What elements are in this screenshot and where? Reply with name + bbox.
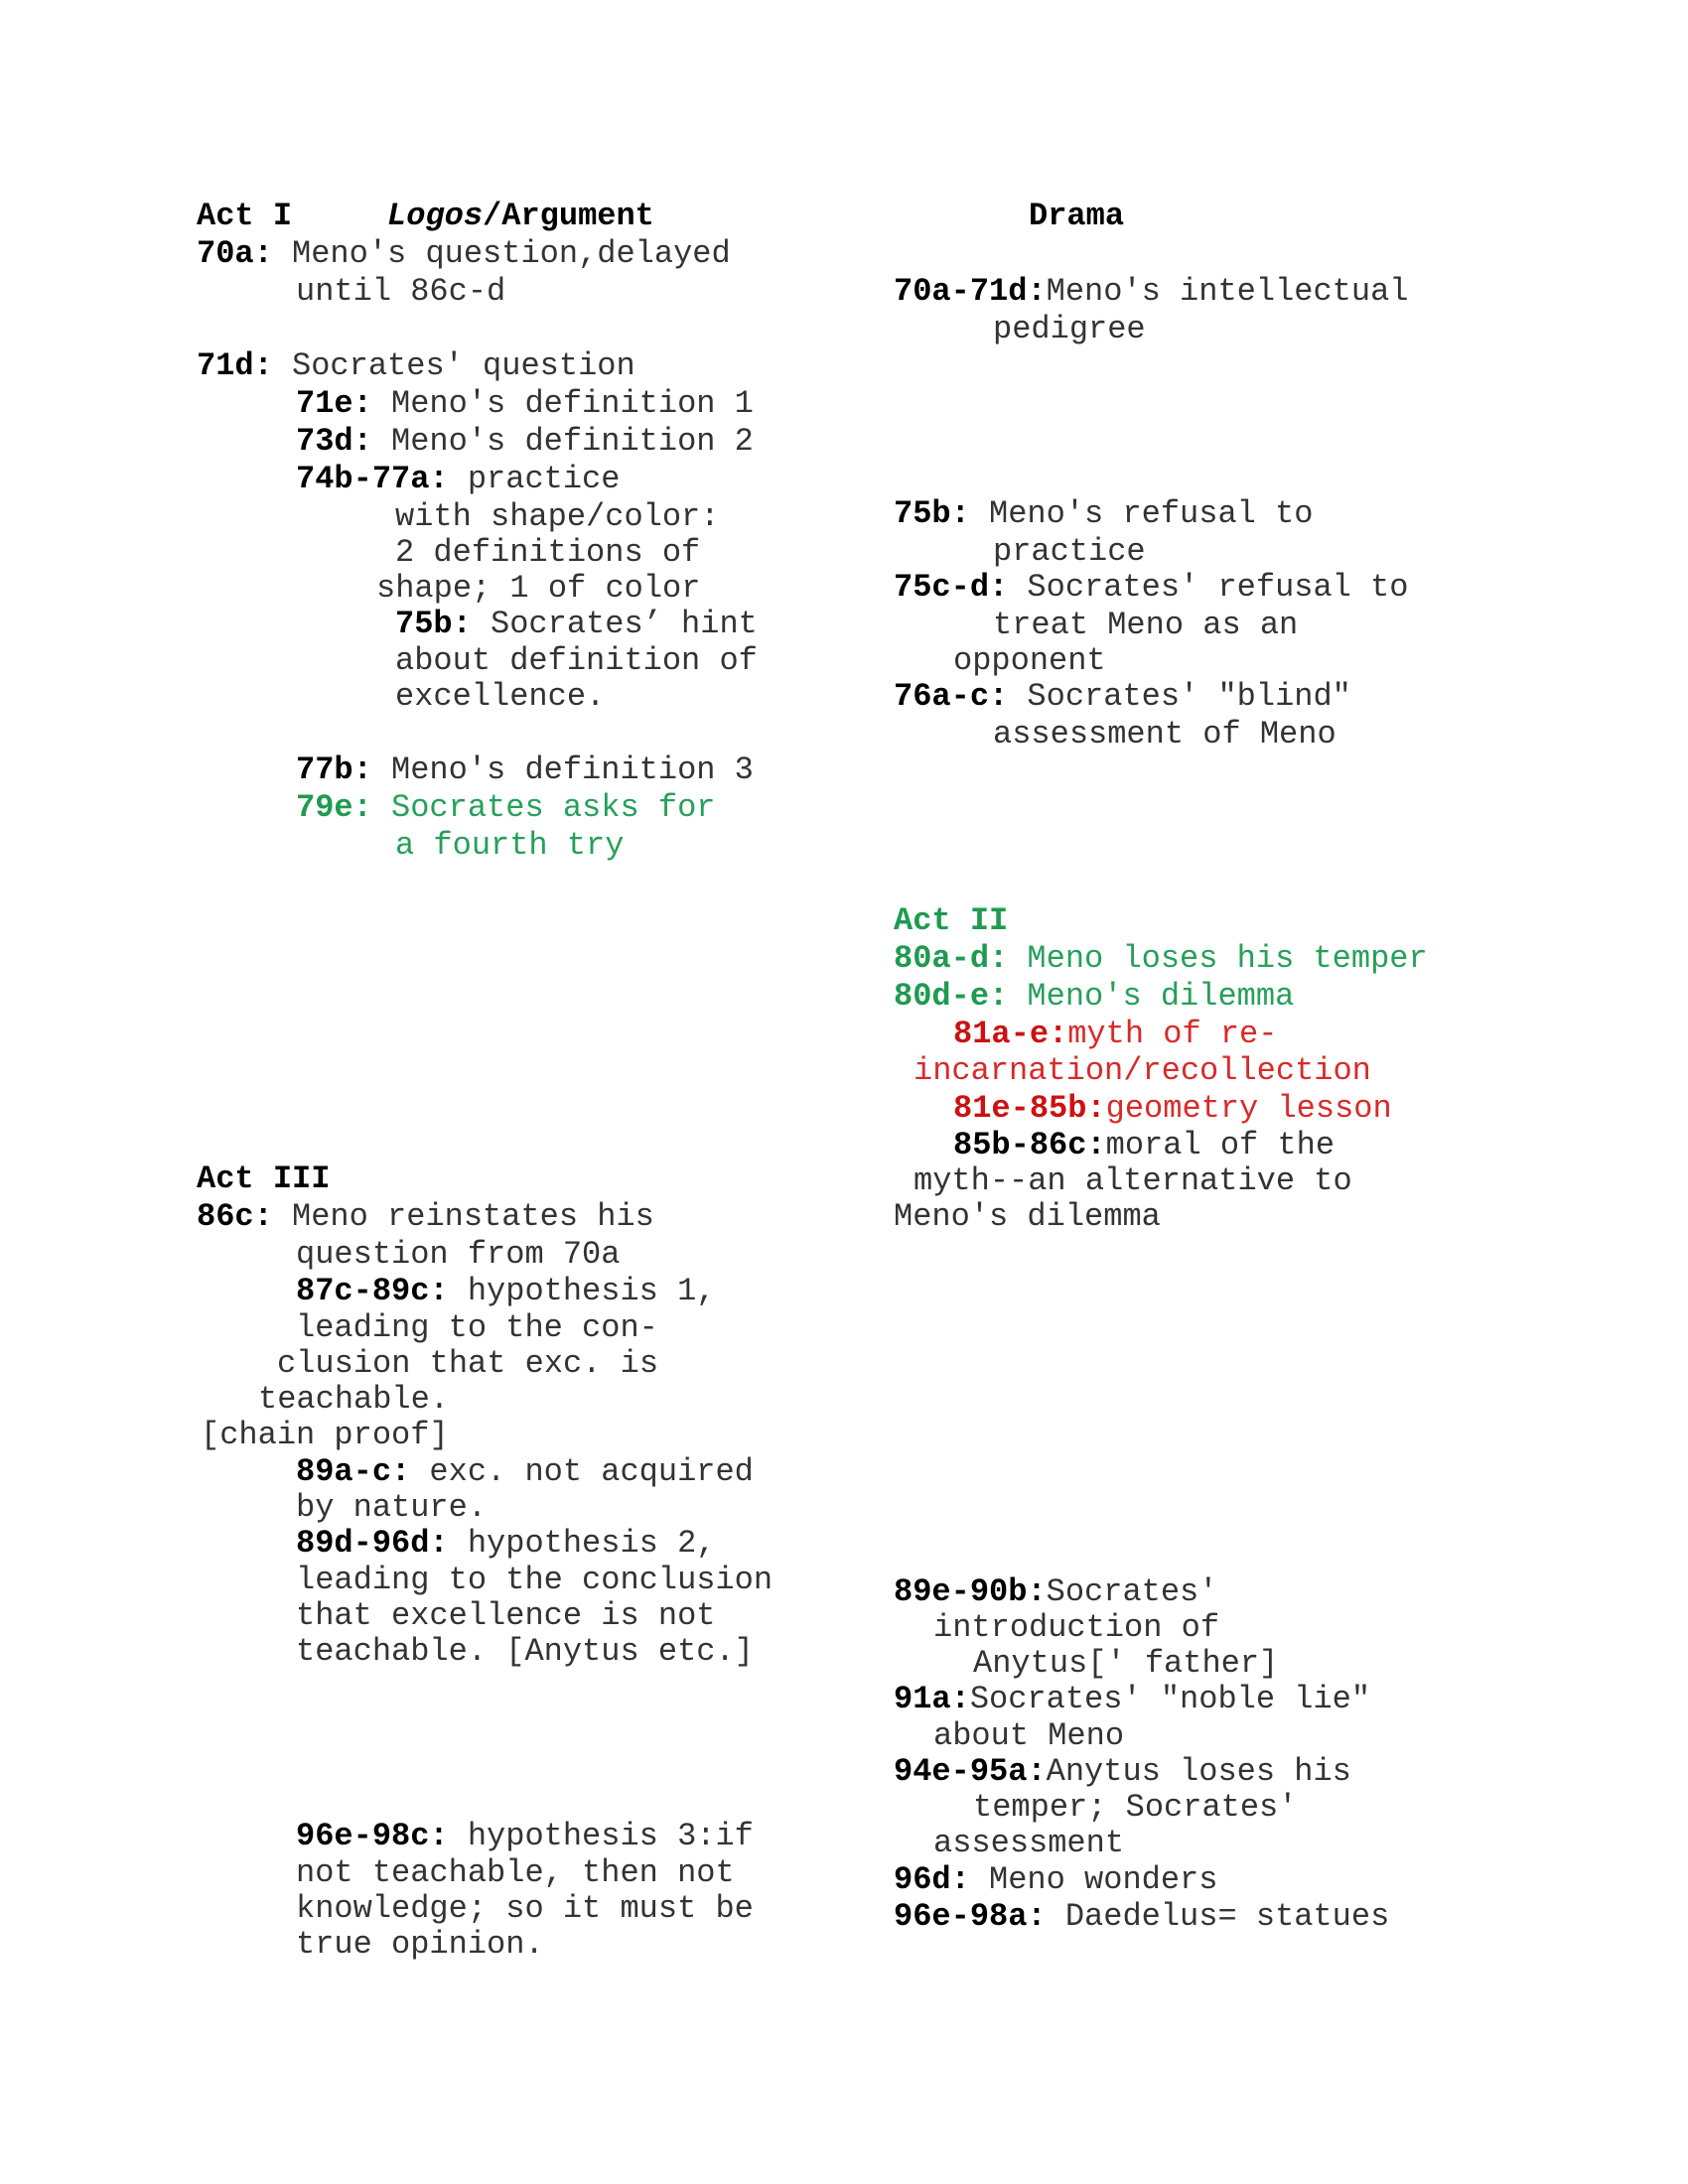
text-75c-3: opponent: [953, 642, 1106, 679]
text-91a-2: about Meno: [933, 1717, 1125, 1754]
text-80d: Meno's dilemma: [1027, 978, 1295, 1015]
text-79e-2: a fourth try: [395, 827, 625, 864]
entry-79e: [296, 790, 715, 826]
text-71e: Meno's definition 1: [391, 385, 754, 422]
chain-proof: [chain proof]: [201, 1417, 449, 1453]
text-75b-left-1: Socrates’ hint: [491, 606, 758, 642]
entry-89e: [894, 1574, 1217, 1610]
entry-94e: [894, 1754, 1351, 1790]
text-74b-3: 2 definitions of: [395, 534, 701, 571]
ref-81e: 81e-85b:: [953, 1090, 1106, 1127]
text-86c-1: Meno reinstates his: [292, 1198, 654, 1235]
ref-96e-left: 96e-98c:: [296, 1818, 449, 1854]
text-86c-2: question from 70a: [296, 1236, 621, 1273]
entry-81a: [953, 1017, 1277, 1052]
text-89e-1: Socrates': [1046, 1573, 1218, 1610]
entry-74b: [296, 462, 620, 497]
entry-87c: [296, 1274, 715, 1309]
ref-73d: 73d:: [296, 423, 372, 460]
drama-heading: Drama: [1029, 198, 1125, 234]
text-75c-1: Socrates' refusal to: [1027, 569, 1409, 606]
text-75b-left-3: excellence.: [395, 678, 606, 715]
text-94e-2: temper; Socrates': [973, 1789, 1298, 1826]
text-94e-3: assessment: [933, 1825, 1125, 1861]
text-76a-1: Socrates' "blind": [1027, 678, 1351, 715]
text-75b-right-1: Meno's refusal to: [989, 495, 1314, 532]
entry-71d: [197, 348, 635, 384]
text-74b-2: with shape/color:: [395, 498, 720, 535]
ref-75c: 75c-d:: [894, 569, 1009, 606]
text-89d-3: that excellence is not: [296, 1597, 716, 1634]
ref-79e: 79e:: [296, 789, 372, 826]
ref-80d: 80d-e:: [894, 978, 1009, 1015]
text-87c-2: leading to the con-: [296, 1309, 658, 1346]
entry-70a: [197, 236, 731, 272]
entry-96d: [894, 1862, 1217, 1898]
ref-89a: 89a-c:: [296, 1453, 411, 1490]
header-row: [197, 199, 654, 234]
ref-89d: 89d-96d:: [296, 1525, 449, 1562]
entry-80a: [894, 941, 1428, 977]
entry-75c: [894, 570, 1408, 606]
text-89e-3: Anytus[' father]: [973, 1645, 1279, 1682]
text-89e-2: introduction of: [933, 1609, 1220, 1646]
ref-80a: 80a-d:: [894, 940, 1009, 977]
text-73d: Meno's definition 2: [391, 423, 754, 460]
act2-heading: Act II: [894, 902, 1009, 939]
text-89d-4: teachable. [Anytus etc.]: [296, 1633, 754, 1670]
entry-80d: [894, 979, 1294, 1015]
ref-89e: 89e-90b:: [894, 1573, 1047, 1610]
text-81e: geometry lesson: [1105, 1090, 1392, 1127]
text-75b-left-2: about definition of: [395, 642, 758, 679]
ref-77b: 77b:: [296, 751, 372, 788]
text-96e-left-3: knowledge; so it must be: [296, 1890, 754, 1927]
ref-75b-left: 75b:: [395, 606, 472, 642]
text-76a-2: assessment of Meno: [993, 716, 1336, 752]
text-70a-1: Meno's question,delayed: [292, 235, 731, 272]
ref-75b-right: 75b:: [894, 495, 970, 532]
entry-81e: [953, 1091, 1392, 1127]
text-81a-1: myth of re-: [1067, 1016, 1278, 1052]
text-79e-1: Socrates asks for: [391, 789, 716, 826]
ref-74b: 74b-77a:: [296, 461, 449, 497]
act3-heading: Act III: [197, 1160, 331, 1197]
argument-heading: /Argument: [483, 198, 654, 234]
ref-71d: 71d:: [197, 347, 273, 384]
text-96e-left-2: not teachable, then not: [296, 1854, 735, 1891]
ref-94e: 94e-95a:: [894, 1753, 1047, 1790]
text-87c-3: clusion that exc. is: [277, 1345, 659, 1382]
ref-70a-71d: 70a-71d:: [894, 273, 1047, 310]
text-81a-2: incarnation/recollection: [914, 1052, 1371, 1089]
entry-86c: [197, 1199, 654, 1235]
entry-73d: [296, 424, 754, 460]
ref-86c: 86c:: [197, 1198, 273, 1235]
entry-70a-71d: [894, 274, 1408, 310]
text-70a-2: until 86c-d: [296, 273, 506, 310]
text-77b: Meno's definition 3: [391, 751, 754, 788]
text-70a-71d-1: Meno's intellectual: [1046, 273, 1409, 310]
text-89a-1: exc. not acquired: [429, 1453, 754, 1490]
text-96e-right: Daedelus= statues: [1064, 1898, 1390, 1935]
text-85b-2: myth--an alternative to: [914, 1162, 1352, 1199]
text-96e-left-1: hypothesis 3:if: [467, 1818, 754, 1854]
text-80a: Meno loses his temper: [1027, 940, 1428, 977]
ref-85b: 85b-86c:: [953, 1127, 1106, 1163]
entry-89a: [296, 1454, 754, 1490]
entry-85b: [953, 1128, 1335, 1163]
entry-71e: [296, 386, 754, 422]
ref-70a: 70a:: [197, 235, 273, 272]
act1-heading: Act I: [197, 198, 293, 234]
text-94e-1: Anytus loses his: [1046, 1753, 1351, 1790]
text-87c-1: hypothesis 1,: [467, 1273, 716, 1309]
text-91a-1: Socrates' "noble lie": [969, 1681, 1371, 1717]
text-70a-71d-2: pedigree: [993, 311, 1146, 347]
text-74b-4: shape; 1 of color: [376, 570, 701, 607]
entry-75b-left: [395, 607, 758, 642]
text-85b-1: moral of the: [1105, 1127, 1336, 1163]
text-74b-1: practice: [467, 461, 621, 497]
text-75b-right-2: practice: [993, 533, 1146, 570]
ref-96e-right: 96e-98a:: [894, 1898, 1047, 1935]
ref-91a: 91a:: [894, 1681, 970, 1717]
text-89d-2: leading to the conclusion: [296, 1562, 774, 1598]
entry-77b: [296, 752, 754, 788]
entry-89d: [296, 1526, 715, 1562]
text-85b-3: Meno's dilemma: [894, 1198, 1161, 1235]
text-87c-4: teachable.: [258, 1381, 450, 1418]
text-71d: Socrates' question: [292, 347, 635, 384]
ref-81a: 81a-e:: [953, 1016, 1068, 1052]
text-75c-2: treat Meno as an: [993, 607, 1299, 643]
text-89a-2: by nature.: [296, 1489, 488, 1526]
entry-91a: [894, 1682, 1370, 1717]
entry-76a: [894, 679, 1351, 715]
ref-71e: 71e:: [296, 385, 372, 422]
entry-96e-right: [894, 1899, 1389, 1935]
text-89d-1: hypothesis 2,: [467, 1525, 716, 1562]
entry-96e-left: [296, 1819, 754, 1854]
text-96d: Meno wonders: [989, 1861, 1218, 1898]
entry-75b-right: [894, 496, 1313, 532]
ref-76a: 76a-c:: [894, 678, 1009, 715]
ref-87c: 87c-89c:: [296, 1273, 449, 1309]
logos-heading: Logos: [387, 198, 484, 234]
text-96e-left-4: true opinion.: [296, 1926, 544, 1963]
ref-96d: 96d:: [894, 1861, 970, 1898]
